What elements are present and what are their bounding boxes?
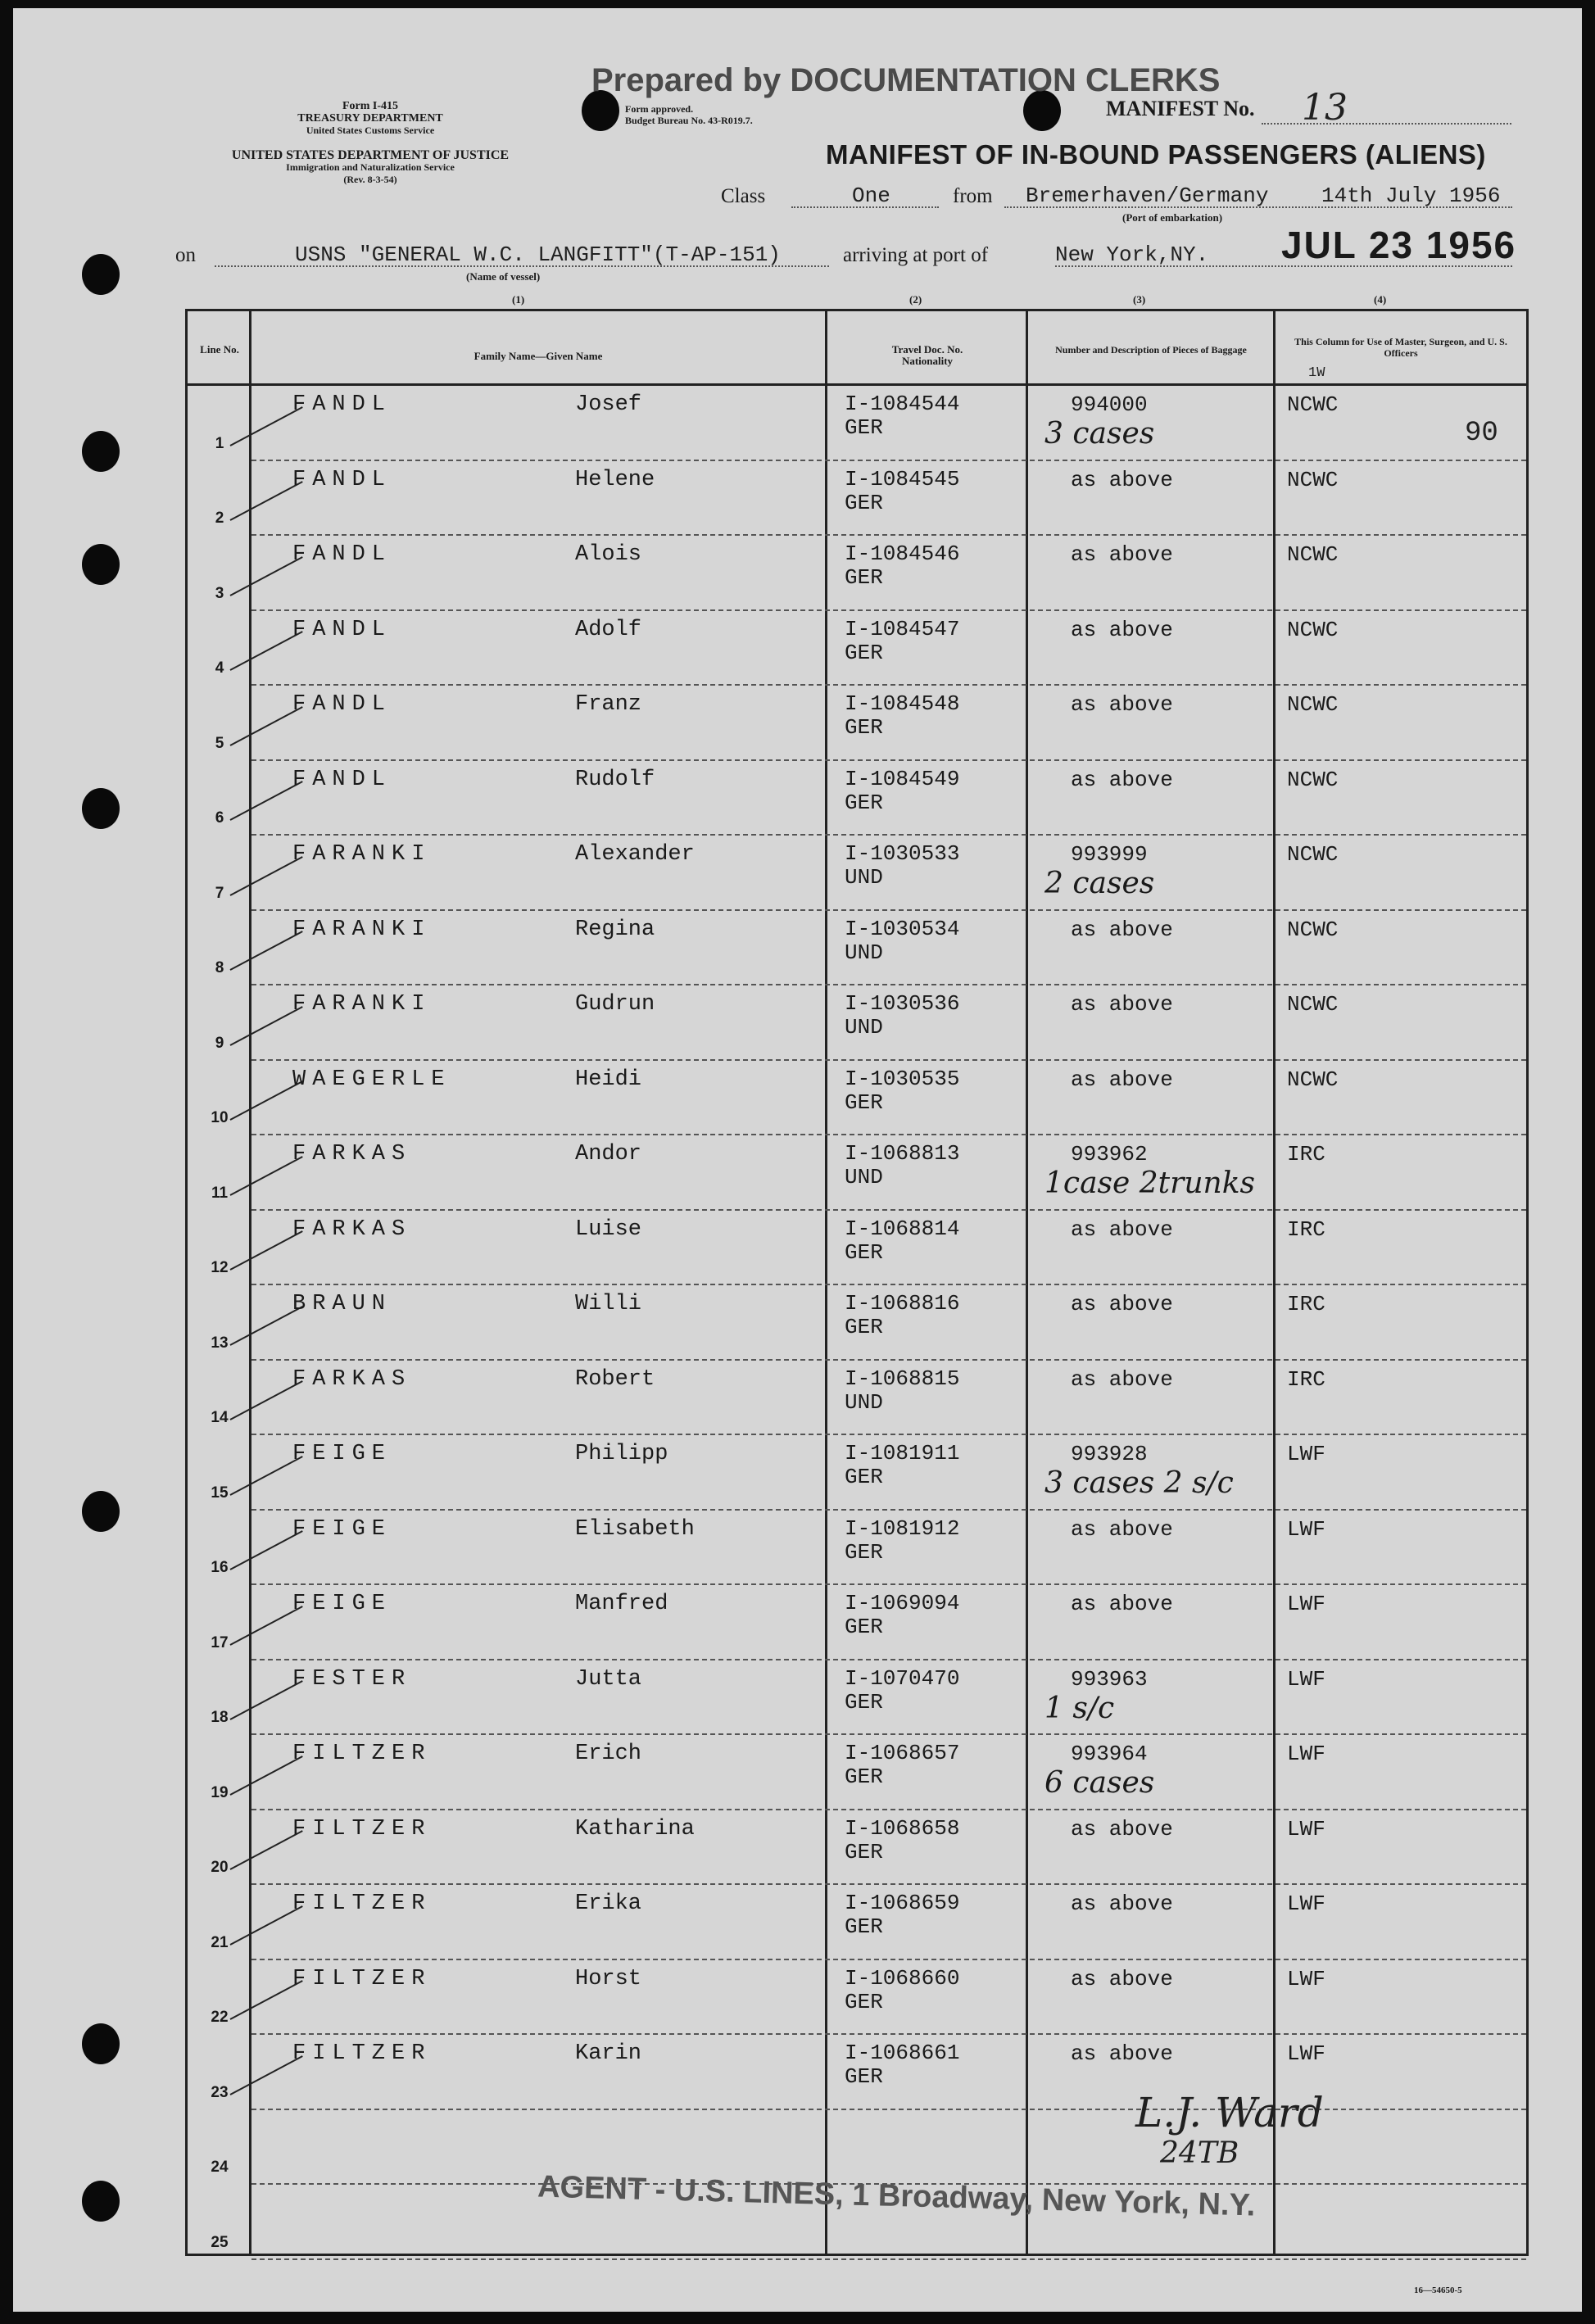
travel-doc (845, 392, 959, 440)
travel-doc (845, 692, 959, 740)
baggage: 994000 (1071, 392, 1148, 417)
given-name: Helene (575, 467, 655, 492)
baggage: as above (1071, 617, 1173, 642)
manifest-page (13, 8, 1582, 2312)
baggage: as above (1071, 1067, 1173, 1092)
travel-doc (845, 1142, 959, 1189)
family-name: FEIGE (292, 1442, 392, 1466)
table-row (188, 1211, 1526, 1286)
travel-doc-no: I-1084548 (845, 691, 960, 716)
table-row (188, 1810, 1526, 1886)
travel-doc-no: I-1084547 (845, 616, 960, 641)
nationality: UND (845, 865, 883, 890)
family-name: FILTZER (292, 2041, 432, 2066)
table-row (188, 536, 1526, 611)
punch-hole (82, 788, 120, 829)
travel-doc-no: I-1084549 (845, 766, 960, 791)
baggage: as above (1071, 1366, 1173, 1392)
travel-doc (845, 842, 959, 890)
agency-code: NCWC (1287, 842, 1339, 867)
revision-date: (Rev. 8-3-54) (343, 174, 397, 185)
travel-doc-no: I-1068659 (845, 1891, 960, 1915)
family-name: WAEGERLE (292, 1067, 451, 1092)
travel-doc-no: I-1068816 (845, 1291, 960, 1316)
baggage: 993928 (1071, 1442, 1148, 1466)
vessel-caption: (Name of vessel) (466, 270, 541, 283)
nationality: UND (845, 1165, 883, 1189)
travel-doc-no: I-1084545 (845, 466, 960, 492)
line-number: 13 (211, 1334, 229, 1352)
travel-doc-no: I-1068815 (845, 1366, 960, 1391)
punch-hole (82, 544, 120, 585)
nationality: GER (845, 1765, 883, 1789)
justice-dept: UNITED STATES DEPARTMENT OF JUSTICE (231, 148, 510, 162)
family-name: FARANKI (292, 992, 432, 1017)
line-number: 12 (211, 1259, 229, 1276)
travel-doc (845, 1517, 959, 1565)
table-row (188, 1135, 1526, 1211)
given-name: Horst (575, 1966, 642, 1991)
line-number: 7 (215, 884, 224, 902)
given-name: Manfred (575, 1592, 668, 1616)
family-name: FANDL (292, 692, 392, 717)
arrival-date-stamp: JUL 23 1956 (1281, 224, 1517, 266)
table-row (188, 985, 1526, 1061)
given-name: Willi (575, 1292, 642, 1316)
vessel-name: USNS "GENERAL W.C. LANGFITT"(T-AP-151) (295, 242, 781, 267)
header-name: Family Name—Given Name (474, 350, 603, 362)
baggage: 993999 (1071, 842, 1148, 867)
given-name: Robert (575, 1366, 655, 1392)
family-name: FARKAS (292, 1366, 412, 1392)
family-name: FANDL (292, 542, 392, 567)
justice-block (174, 149, 567, 186)
travel-doc-no: I-1070470 (845, 1665, 960, 1691)
travel-doc (845, 1817, 959, 1864)
col-number: (4) (1374, 293, 1387, 306)
given-name: Rudolf (575, 767, 655, 792)
given-name: Jutta (575, 1666, 642, 1692)
baggage-handwritten: 3 cases (1044, 417, 1155, 451)
from-label: from (953, 185, 993, 207)
margin-note: 90 (1465, 418, 1498, 449)
travel-doc (845, 1067, 959, 1115)
form-number: Form I-415 (342, 100, 399, 112)
col-number: (3) (1133, 293, 1146, 306)
family-name: FARKAS (292, 1216, 412, 1242)
family-name: FILTZER (292, 1742, 432, 1766)
given-name: Karin (575, 2041, 642, 2066)
line-number: 5 (215, 734, 224, 752)
form-block (174, 100, 567, 137)
signature: L.J. Ward (1135, 2089, 1324, 2136)
travel-doc-no: I-1069094 (845, 1591, 960, 1615)
travel-doc (845, 1292, 959, 1339)
nationality: GER (845, 1615, 883, 1639)
baggage: as above (1071, 1516, 1173, 1542)
given-name: Franz (575, 692, 642, 717)
nationality: GER (845, 1315, 883, 1339)
nationality: GER (845, 1914, 883, 1939)
baggage: as above (1071, 1816, 1173, 1842)
line-number: 10 (211, 1109, 229, 1126)
agency-code: LWF (1287, 1966, 1325, 1991)
line-number: 16 (211, 1559, 229, 1576)
table-row (188, 611, 1526, 686)
budget-bureau: Budget Bureau No. 43-R019.7. (625, 115, 753, 126)
table-row (188, 1285, 1526, 1361)
nationality: GER (845, 790, 883, 815)
travel-doc (845, 618, 959, 665)
travel-doc (845, 1442, 959, 1489)
clerk-stamp: Prepared by DOCUMENTATION CLERKS (591, 62, 1221, 98)
table-row (188, 1435, 1526, 1511)
nationality: GER (845, 565, 883, 590)
table-row (188, 461, 1526, 537)
manifest-no-label: MANIFEST No. (1106, 97, 1255, 120)
agency-code: NCWC (1287, 392, 1339, 417)
line-number: 17 (211, 1633, 229, 1651)
agency-code: NCWC (1287, 617, 1339, 642)
family-name: FEIGE (292, 1592, 392, 1616)
signature-sub: 24TB (1160, 2136, 1239, 2170)
travel-doc (845, 1367, 959, 1415)
family-name: FANDL (292, 467, 392, 492)
line-number: 9 (215, 1034, 224, 1052)
baggage-handwritten: 6 cases (1044, 1766, 1155, 1800)
line-number: 14 (211, 1409, 229, 1426)
agency-code: LWF (1287, 1666, 1325, 1692)
line-number: 8 (215, 959, 224, 976)
agency-code: NCWC (1287, 467, 1339, 492)
line-number: 22 (211, 2009, 229, 2026)
table-row (188, 836, 1526, 911)
nationality: UND (845, 940, 883, 965)
travel-doc-no: I-1030533 (845, 841, 960, 866)
class-label: Class (721, 185, 766, 207)
agency-code: NCWC (1287, 1067, 1339, 1092)
table-row (188, 1960, 1526, 2036)
family-name: FILTZER (292, 1816, 432, 1842)
ins-service: Immigration and Naturalization Service (286, 161, 455, 173)
port-caption: (Port of embarkation) (1122, 211, 1223, 224)
baggage-handwritten: 1case 2trunks (1044, 1167, 1255, 1200)
agency-code: LWF (1287, 1891, 1325, 1916)
nationality: UND (845, 1389, 883, 1415)
given-name: Gudrun (575, 992, 655, 1017)
line-number: 24 (211, 2159, 229, 2176)
nationality: GER (845, 1239, 883, 1265)
agency-code: IRC (1287, 1292, 1325, 1316)
given-name: Elisabeth (575, 1516, 695, 1542)
nationality: GER (845, 1689, 883, 1715)
travel-doc-no: I-1084544 (845, 392, 960, 416)
line-number: 19 (211, 1783, 229, 1801)
family-name: FARANKI (292, 917, 432, 942)
embarkation-date: 14th July 1956 (1321, 183, 1501, 208)
line-number: 20 (211, 1859, 229, 1876)
punch-hole (82, 1491, 120, 1532)
table-row (188, 1885, 1526, 1960)
nationality: UND (845, 1015, 883, 1040)
travel-doc (845, 1667, 959, 1715)
agency-code: LWF (1287, 1816, 1325, 1842)
officer-note: 1W (1308, 365, 1325, 381)
col-number: (1) (512, 293, 525, 306)
given-name: Erika (575, 1891, 642, 1916)
table-row (188, 1585, 1526, 1660)
agency-code: LWF (1287, 1442, 1325, 1466)
agency-code: NCWC (1287, 767, 1339, 792)
travel-doc-no: I-1081912 (845, 1515, 960, 1541)
treasury-dept: TREASURY DEPARTMENT (297, 112, 443, 125)
agency-code: LWF (1287, 1592, 1325, 1616)
given-name: Heidi (575, 1067, 642, 1092)
nationality: GER (845, 1839, 883, 1864)
baggage: 993962 (1071, 1142, 1148, 1167)
form-title: MANIFEST OF IN-BOUND PASSENGERS (ALIENS) (826, 139, 1486, 170)
line-number: 1 (215, 434, 224, 452)
family-name: FESTER (292, 1666, 412, 1692)
family-name: FANDL (292, 617, 392, 642)
nationality: GER (845, 715, 883, 740)
baggage-handwritten: 2 cases (1044, 867, 1155, 900)
line-number: 15 (211, 1484, 229, 1502)
agency-code: LWF (1287, 1742, 1325, 1766)
travel-doc (845, 992, 959, 1040)
header-line-no: Line No. (200, 343, 239, 356)
family-name: FARKAS (292, 1142, 412, 1167)
travel-doc-no: I-1030535 (845, 1066, 960, 1091)
given-name: Josef (575, 392, 642, 417)
travel-doc (845, 2041, 959, 2089)
baggage: 993964 (1071, 1742, 1148, 1766)
line-number: 21 (211, 1933, 229, 1951)
given-name: Regina (575, 917, 655, 942)
given-name: Philipp (575, 1442, 668, 1466)
nationality: GER (845, 490, 883, 515)
customs-service: United States Customs Service (306, 125, 435, 136)
given-name: Alexander (575, 842, 695, 867)
line-number: 25 (211, 2233, 229, 2251)
travel-doc-no: I-1081911 (845, 1441, 960, 1466)
nationality: GER (845, 640, 883, 665)
punch-hole (82, 2023, 120, 2064)
family-name: FANDL (292, 392, 392, 417)
given-name: Adolf (575, 617, 642, 642)
travel-doc-no: I-1068660 (845, 1965, 960, 1991)
table-row (188, 686, 1526, 761)
family-name: FANDL (292, 767, 392, 792)
agency-code: IRC (1287, 1366, 1325, 1392)
baggage: as above (1071, 692, 1173, 717)
arriving-label: arriving at port of (843, 244, 989, 266)
nationality: GER (845, 1539, 883, 1565)
baggage: as above (1071, 1966, 1173, 1991)
table-row (188, 1735, 1526, 1810)
given-name: Alois (575, 542, 642, 567)
agency-code: LWF (1287, 1516, 1325, 1542)
travel-doc-no: I-1068813 (845, 1141, 960, 1166)
table-row (188, 1660, 1526, 1736)
on-label: on (175, 244, 196, 266)
table-row (188, 1061, 1526, 1136)
agent-stamp: AGENT - U.S. LINES, 1 Broadway, New York, N.Y. (537, 2169, 1256, 2223)
travel-doc (845, 768, 959, 815)
manifest-no: 13 (1302, 87, 1348, 129)
travel-doc (845, 468, 959, 515)
line-number: 18 (211, 1709, 229, 1726)
agency-code: NCWC (1287, 692, 1339, 717)
travel-doc (845, 1967, 959, 2014)
travel-doc-no: I-1068657 (845, 1741, 960, 1765)
arrival-port: New York,NY. (1055, 242, 1209, 267)
travel-doc (845, 917, 959, 965)
line-number: 2 (215, 510, 224, 527)
agency-code: NCWC (1287, 992, 1339, 1017)
line-number: 6 (215, 809, 224, 827)
agency-code: NCWC (1287, 917, 1339, 942)
table-row (188, 911, 1526, 986)
baggage: as above (1071, 1216, 1173, 1242)
approval-line: Form approved. (625, 103, 694, 115)
nationality: GER (845, 1465, 883, 1489)
agency-code: IRC (1287, 1142, 1325, 1167)
header-officers: This Column for Use of Master, Surgeon, and U. S. Officers (1294, 336, 1507, 359)
travel-doc (845, 1217, 959, 1265)
travel-doc-no: I-1068814 (845, 1216, 960, 1241)
baggage-handwritten: 3 cases 2 s/c (1044, 1466, 1234, 1500)
table-row (188, 761, 1526, 836)
baggage: as above (1071, 2041, 1173, 2066)
baggage: as above (1071, 992, 1173, 1017)
baggage-handwritten: 1 s/c (1044, 1691, 1115, 1725)
travel-doc (845, 542, 959, 590)
line-number: 3 (215, 584, 224, 602)
nationality: GER (845, 2064, 883, 2089)
family-name: FILTZER (292, 1891, 432, 1916)
nationality: GER (845, 1989, 883, 2014)
baggage: as above (1071, 1292, 1173, 1316)
class-value: One (852, 183, 890, 208)
passenger-table (185, 309, 1529, 2256)
travel-doc-no: I-1030534 (845, 916, 960, 941)
agency-code: IRC (1287, 1216, 1325, 1242)
line-number: 4 (215, 659, 224, 677)
family-name: FARANKI (292, 842, 432, 867)
travel-doc (845, 1742, 959, 1789)
travel-doc-no: I-1030536 (845, 991, 960, 1016)
baggage: as above (1071, 767, 1173, 792)
header-travel-doc: Travel Doc. No. Nationality (891, 343, 963, 367)
given-name: Andor (575, 1142, 642, 1167)
given-name: Katharina (575, 1816, 695, 1842)
baggage: 993963 (1071, 1666, 1148, 1692)
punch-hole (82, 2181, 120, 2222)
baggage: as above (1071, 1891, 1173, 1916)
family-name: FILTZER (292, 1966, 432, 1991)
nationality: GER (845, 415, 883, 440)
given-name: Erich (575, 1742, 642, 1766)
given-name: Luise (575, 1216, 642, 1242)
punch-hole (82, 431, 120, 472)
family-name: BRAUN (292, 1292, 392, 1316)
agency-code: NCWC (1287, 542, 1339, 567)
baggage: as above (1071, 1592, 1173, 1616)
family-name: FEIGE (292, 1516, 392, 1542)
approval-block (625, 103, 753, 126)
form-code: 16—54650-5 (1414, 2285, 1462, 2295)
baggage: as above (1071, 542, 1173, 567)
line-number: 23 (211, 2083, 229, 2101)
nationality: GER (845, 1090, 883, 1115)
table-row (188, 1361, 1526, 1436)
table-row (188, 386, 1526, 461)
baggage: as above (1071, 467, 1173, 492)
baggage: as above (1071, 917, 1173, 942)
line-number: 11 (211, 1184, 229, 1202)
travel-doc-no: I-1068661 (845, 2041, 960, 2065)
travel-doc-no: I-1068658 (845, 1815, 960, 1841)
col-number: (2) (909, 293, 922, 306)
travel-doc-no: I-1084546 (845, 541, 960, 566)
header-baggage: Number and Description of Pieces of Baggage (1055, 344, 1247, 356)
punch-hole (82, 254, 120, 295)
travel-doc (845, 1891, 959, 1939)
table-row (188, 2035, 1526, 2110)
table-row (188, 1511, 1526, 1586)
travel-doc (845, 1592, 959, 1639)
embarkation-port: Bremerhaven/Germany (1026, 183, 1269, 208)
table-row (188, 2110, 1526, 2186)
agency-code: LWF (1287, 2041, 1325, 2066)
